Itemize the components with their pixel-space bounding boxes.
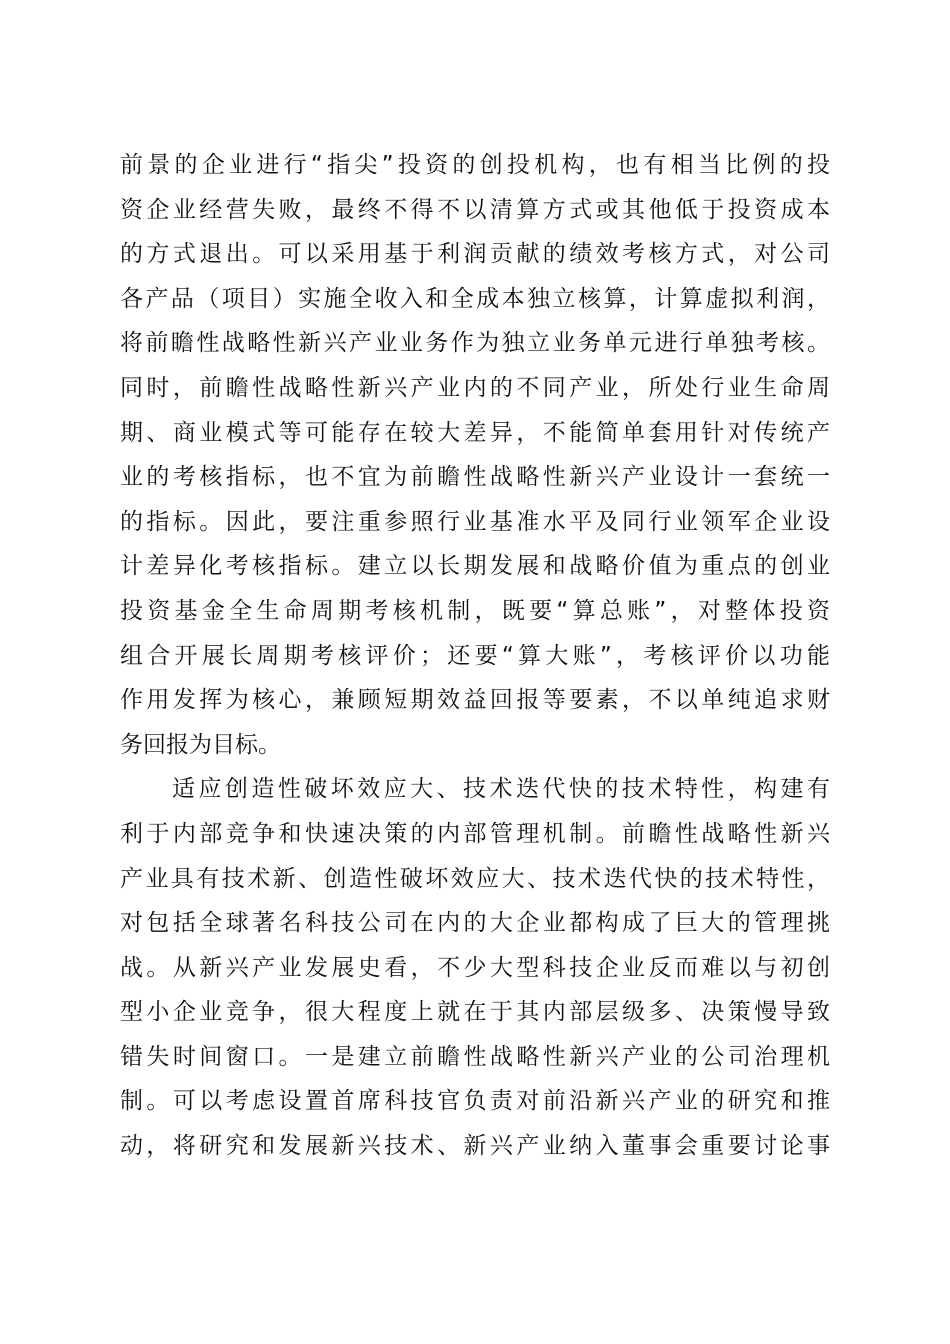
text-line: 适应创造性破坏效应大、技术迭代快的技术特性，构建有 xyxy=(172,776,830,803)
text-line: 将前瞻性战略性新兴产业业务作为独立业务单元进行单独考核。 xyxy=(120,330,830,357)
text-line: 制。可以考虑设置首席科技官负责对前沿新兴产业的研究和推 xyxy=(120,1088,830,1115)
text-line: 同时，前瞻性战略性新兴产业内的不同产业，所处行业生命周 xyxy=(120,374,830,401)
text-line: 的指标。因此，要注重参照行业基准水平及同行业领军企业设 xyxy=(120,508,830,535)
document-page xyxy=(120,143,830,1169)
text-line: 对包括全球著名科技公司在内的大企业都构成了巨大的管理挑 xyxy=(120,910,830,937)
text-line: 动，将研究和发展新兴技术、新兴产业纳入董事会重要讨论事 xyxy=(120,1133,830,1160)
text-line: 务回报为目标。 xyxy=(120,731,281,758)
paragraph-2 xyxy=(120,767,830,1168)
text-line: 的方式退出。可以采用基于利润贡献的绩效考核方式，对公司 xyxy=(120,241,830,268)
text-line: 错失时间窗口。一是建立前瞻性战略性新兴产业的公司治理机 xyxy=(120,1043,830,1070)
text-line: 作用发挥为核心，兼顾短期效益回报等要素，不以单纯追求财 xyxy=(120,687,830,714)
text-line: 计差异化考核指标。建立以长期发展和战略价值为重点的创业 xyxy=(120,553,830,580)
text-line: 利于内部竞争和快速决策的内部管理机制。前瞻性战略性新兴 xyxy=(120,820,830,847)
text-line: 产业具有技术新、创造性破坏效应大、技术迭代快的技术特性， xyxy=(120,865,830,892)
text-line: 投资基金全生命周期考核机制，既要“算总账”，对整体投资 xyxy=(120,597,830,624)
text-line: 各产品（项目）实施全收入和全成本独立核算，计算虚拟利润， xyxy=(120,285,830,312)
text-line: 资企业经营失败，最终不得不以清算方式或其他低于投资成本 xyxy=(120,196,830,223)
text-line: 型小企业竞争，很大程度上就在于其内部层级多、决策慢导致 xyxy=(120,999,830,1026)
paragraph-1 xyxy=(120,143,830,767)
text-line: 组合开展长周期考核评价；还要“算大账”，考核评价以功能 xyxy=(120,642,830,669)
text-line: 期、商业模式等可能存在较大差异，不能简单套用针对传统产 xyxy=(120,419,830,446)
text-line: 战。从新兴产业发展史看，不少大型科技企业反而难以与初创 xyxy=(120,954,830,981)
text-line: 前景的企业进行“指尖”投资的创投机构，也有相当比例的投 xyxy=(120,152,830,178)
text-line: 业的考核指标，也不宜为前瞻性战略性新兴产业设计一套统一 xyxy=(120,464,830,491)
